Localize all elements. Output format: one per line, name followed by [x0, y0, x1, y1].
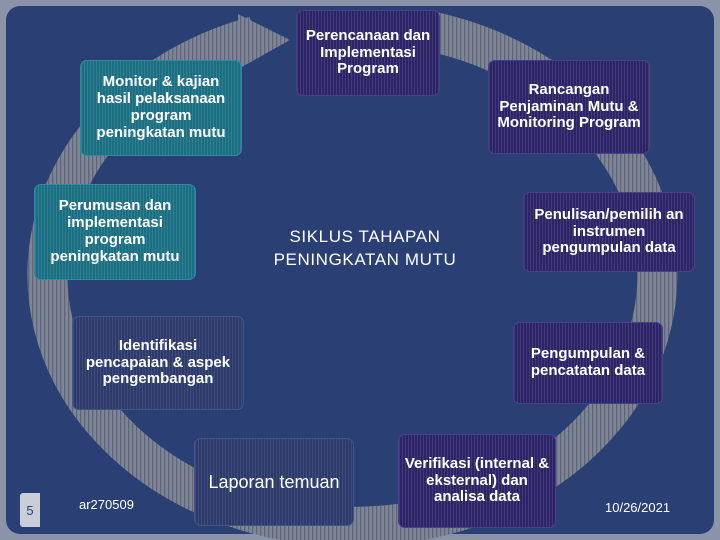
step-label: Monitor & kajian hasil pelaksanaan program peningkatan mutu — [96, 73, 226, 141]
step-label: Pengumpulan & pencatatan data — [530, 345, 646, 379]
step-label: Identifikasi pencapaian & aspek pengembangan — [85, 336, 231, 388]
step-laporan — [194, 438, 354, 526]
step-perencanaan — [296, 10, 440, 96]
step-label: Perencanaan dan Implementasi Program — [305, 26, 431, 78]
step-monitor — [80, 60, 242, 156]
step-label: Verifikasi (internal & eksternal) dan analisa data — [404, 454, 550, 506]
step-identifikasi — [72, 316, 244, 410]
cycle-arrowhead — [238, 14, 290, 68]
page-number: 5 — [20, 493, 40, 527]
step-label: Rancangan Penjaminan Mutu & Monitoring Program — [497, 80, 641, 132]
step-label: Laporan temuan — [208, 471, 340, 492]
cycle-title — [240, 226, 490, 272]
step-label: Penulisan/pemilih an instrumen pengumpulan data — [534, 205, 684, 257]
step-verifikasi — [398, 434, 556, 528]
footer-author: ar270509 — [79, 497, 134, 512]
footer-date: 10/26/2021 — [605, 500, 671, 515]
step-label: Perumusan dan implementasi program peningkatan mutu — [50, 197, 180, 265]
step-pengumpulan — [513, 322, 663, 404]
step-penulisan — [523, 192, 695, 272]
cycle-title-line: PENINGKATAN MUTU — [273, 249, 457, 269]
step-rancangan — [488, 60, 650, 154]
cycle-title-line: SIKLUS TAHAPAN — [289, 227, 441, 246]
step-perumusan — [34, 184, 196, 280]
